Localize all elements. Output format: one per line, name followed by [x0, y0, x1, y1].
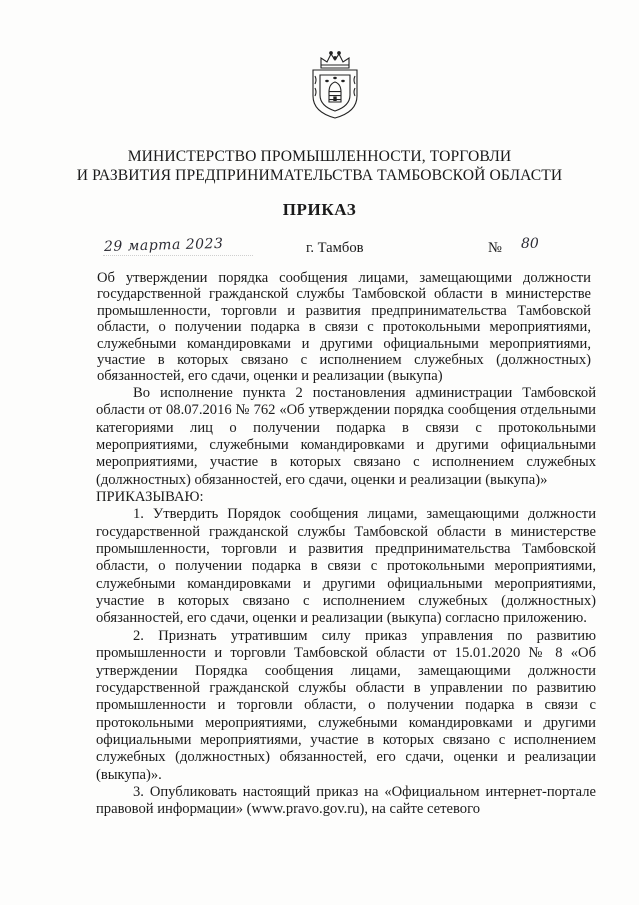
- order-subject: Об утверждении порядка сообщения лицами, замещающими должности государственной гражданской службы Тамбовской области в министерстве промышленности, торговли и развития предпринимательства Тамбовской области, о получении подарка в связи с протокольными мероприятиями, служебными командировками и другими официальными мероприятиями, участие в которых связано с исполнением служебных (должностных) обязанностей, его сдачи, оценки и реализации (выкупа): [97, 270, 591, 385]
- item-1-paragraph: 1. Утвердить Порядок сообщения лицами, замещающими должности государственной гражданской службы Тамбовской области в министерстве промышленности, торговли и развития предпринимательства Тамбовской области, о получении подарка в связи с протокольными мероприятиями, служебными командировками и другими официальными мероприятиями, участие в которых связано с исполнением служебных (должностных) обязанностей, его сдачи, оценки и реализации (выкупа) согласно приложению.: [96, 506, 596, 627]
- ministry-name: [0, 147, 639, 185]
- ministry-line-2: И РАЗВИТИЯ ПРЕДПРИНИМАТЕЛЬСТВА ТАМБОВСКОЙ ОБЛАСТИ: [76, 167, 563, 184]
- handwritten-date: 29 марта 2023: [103, 235, 224, 255]
- number-label: №: [488, 240, 502, 256]
- document-type-title: ПРИКАЗ: [282, 200, 357, 219]
- preamble-paragraph: Во исполнение пункта 2 постановления администрации Тамбовской области от 08.07.2016 № 762 «Об утверждении порядка сообщения отдельными категориями лиц о получении подарка в связи с протокольными мероприятиями, служебными командировками и другими официальными мероприятиями, участие в которых связано с исполнением служебных (должностных) обязанностей, его сдачи, оценки и реализации (выкупа)»: [96, 385, 596, 488]
- tambov-region-coat-of-arms-icon: [307, 48, 363, 120]
- item-3-paragraph: 3. Опубликовать настоящий приказ на «Официальном интернет-портале правовой информации» (www.pravo.gov.ru), на сайте сетевого: [96, 783, 596, 818]
- city-label: г. Тамбов: [306, 240, 364, 256]
- date-underline: [103, 255, 253, 256]
- item-2-paragraph: 2. Признать утратившим силу приказ управления по развитию промышленности и торговли Тамбовской области от 15.01.2020 № 8 «Об утверждении Порядка сообщения лицами, замещающими должности государственной гражданской службы области в управлении по развитию промышленности и торговли области, о получении подарка в связи с протокольными мероприятиями, служебными командировками и другими официальными мероприятиями, участие в которых связано с исполнением служебных (должностных) обязанностей, его сдачи, оценки и реализации (выкупа)».: [96, 627, 596, 783]
- order-body: [96, 385, 596, 819]
- ministry-line-1: МИНИСТЕРСТВО ПРОМЫШЛЕННОСТИ, ТОРГОВЛИ: [127, 148, 512, 165]
- order-word: ПРИКАЗЫВАЮ:: [96, 489, 204, 506]
- handwritten-number: 80: [521, 236, 539, 252]
